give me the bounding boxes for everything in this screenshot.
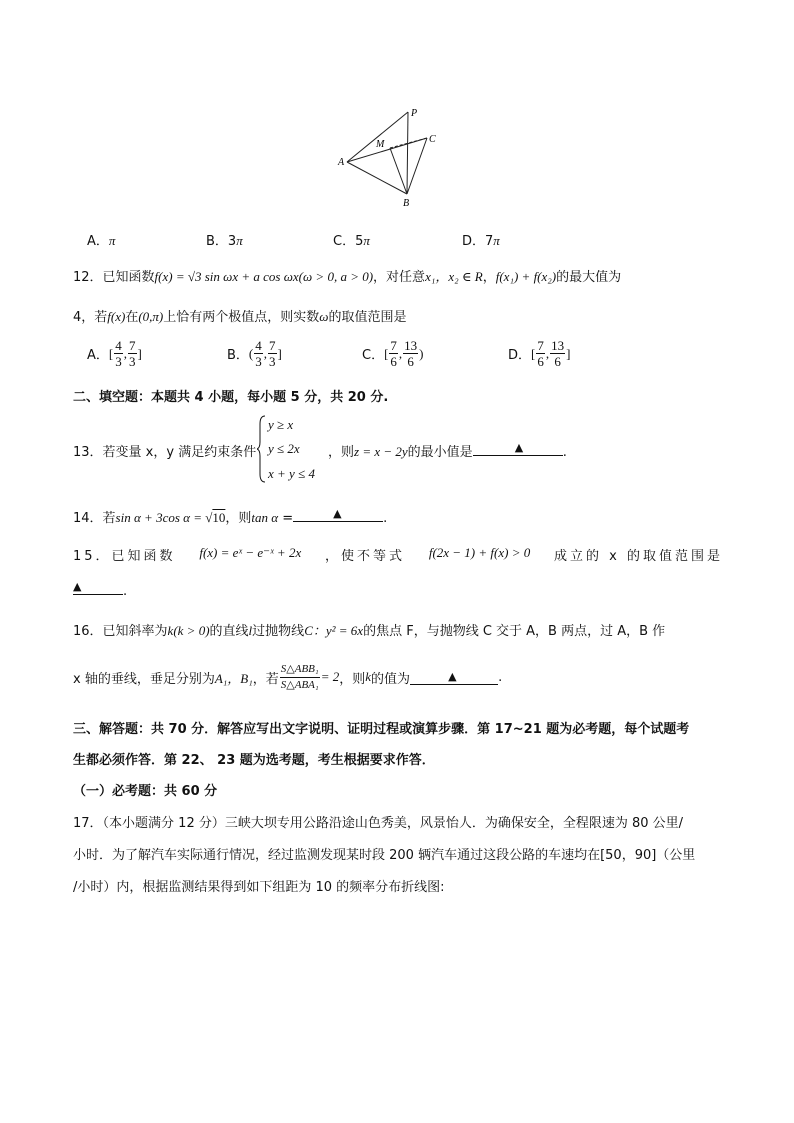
q15-text: 15．已知函数 — [73, 549, 176, 564]
q11-option-a — [87, 230, 115, 249]
q14-text: . — [383, 511, 388, 526]
q11-option-b — [206, 230, 243, 249]
numerator: 13 — [404, 338, 418, 353]
fraction — [128, 338, 137, 369]
numerator: 4 — [115, 338, 122, 353]
q13-constraint-3: x + y ≤ 4 — [268, 466, 315, 481]
q16-text: 的直线 — [209, 624, 249, 639]
q16-fraction — [280, 662, 320, 693]
option-label: D．7 — [462, 234, 494, 249]
label-m: M — [376, 139, 385, 150]
q13-pre: 13．若变量 x，y 满足约束条件 — [73, 445, 257, 460]
bracket: [ — [108, 345, 114, 361]
option-value: π — [493, 233, 500, 248]
q13-tail — [328, 441, 567, 460]
q14-expr: sin α + 3cos α = — [115, 510, 206, 525]
q16-line1 — [73, 620, 665, 639]
label-p: P — [411, 108, 418, 119]
q12-interval: (0,π) — [138, 309, 164, 324]
q12-text: 4，若 — [73, 310, 108, 325]
option-value: π — [236, 233, 243, 248]
q12-text: 上恰有两个极值点，则实数 — [163, 310, 320, 325]
section3-subtitle: （一）必考题：共 60 分 — [73, 784, 218, 799]
section2-title: 二、填空题：本题共 4 小题，每小题 5 分，共 20 分. — [73, 390, 389, 405]
q15-ineq: f(2x − 1) + f(x) > 0 — [428, 545, 531, 560]
answer-blank[interactable] — [410, 670, 498, 685]
fraction — [403, 338, 418, 369]
q12-text: ， — [482, 270, 496, 285]
q12-fx: f(x) — [107, 309, 126, 324]
q14-line: 14．若sin α + 3cos α = √10，则tan α = ▲ . — [73, 507, 388, 526]
pyramid-svg — [335, 104, 455, 212]
q16-text: ，则 — [339, 671, 366, 687]
answer-blank[interactable] — [473, 441, 563, 456]
q11-option-c — [333, 230, 370, 249]
fraction — [268, 338, 277, 369]
option-label: A． — [87, 348, 109, 363]
q15-line2 — [73, 580, 127, 599]
q16-k: k(k > 0) — [167, 623, 210, 638]
q13-constraint-1: y ≥ x — [268, 417, 294, 432]
q15-text: 成立的 x 的取值范围是 — [554, 549, 723, 564]
q12-text: 的最大值为 — [556, 270, 622, 285]
q13-text: 的最小值是 — [407, 445, 473, 460]
numerator: 7 — [269, 338, 276, 353]
bracket: [ — [531, 345, 536, 361]
label-a: A — [338, 157, 345, 168]
q16-text: . — [498, 669, 503, 685]
fraction — [536, 338, 545, 369]
option-value: π — [108, 233, 116, 248]
numerator: 4 — [255, 338, 262, 353]
q16-parabola: C：y² = 6x — [304, 623, 364, 638]
bracket: ] — [137, 345, 142, 361]
q17-line1: 17．（本小题满分 12 分）三峡大坝专用公路沿途山色秀美，风景怡人．为确保安全，全程限速为 80 公里/ — [73, 816, 684, 831]
q13-expr: z = x − 2y — [354, 444, 408, 459]
option-label: C． — [362, 348, 385, 363]
q16-text: x 轴的垂线，垂足分别为 — [73, 671, 215, 687]
fraction — [114, 338, 123, 369]
option-label: C．5 — [333, 234, 364, 249]
triangle-icon: ▲ — [73, 580, 82, 593]
option-label: B．3 — [206, 234, 237, 249]
comma: , — [398, 345, 403, 361]
pyramid-figure — [335, 104, 455, 212]
q14-text: = — [278, 511, 294, 526]
q16-a1b1: A₁，B₁ — [214, 670, 253, 686]
numerator: 7 — [129, 338, 136, 353]
q16-kval: k — [365, 669, 372, 684]
q12-text: 在 — [125, 310, 139, 325]
q13-text: ，则 — [328, 445, 355, 460]
option-label: D． — [508, 348, 532, 363]
q16-l: l — [248, 623, 253, 638]
q12-option — [508, 338, 570, 369]
denominator: 3 — [115, 354, 122, 369]
section3-line1: 三、解答题：共 70 分．解答应写出文字说明、证明过程或演算步骤．第 17~21 题为必考题，每个试题考 — [73, 722, 690, 737]
bracket: [ — [384, 345, 389, 361]
comma: , — [123, 345, 127, 361]
denominator: 3 — [129, 354, 136, 369]
q16-text: 16．已知斜率为 — [73, 624, 168, 639]
denominator: 6 — [390, 354, 397, 369]
label-c: C — [429, 134, 436, 145]
q15-text: . — [123, 584, 128, 599]
triangle-icon: ▲ — [333, 507, 342, 520]
denominator: 3 — [269, 354, 276, 369]
q16-eq: = 2 — [320, 669, 340, 684]
q16-text: 过抛物线 — [252, 624, 305, 639]
q16-line2 — [73, 660, 502, 694]
comma: , — [545, 345, 550, 361]
section3-line2: 生都必须作答．第 22、 23 题为选考题，考生根据要求作答． — [73, 753, 435, 768]
q15-line1 — [73, 545, 723, 564]
label-b: B — [403, 198, 410, 209]
q15-text: ，使不等式 — [325, 549, 406, 564]
q14-root: 10 — [212, 510, 226, 525]
denominator: 6 — [554, 354, 561, 369]
q12-function: f(x) = √3 sin ωx + a cos ωx(ω > 0, a > 0) — [154, 269, 374, 284]
q13-text: . — [562, 445, 567, 460]
denominator: 6 — [407, 354, 414, 369]
bracket: ( — [248, 345, 254, 361]
q16-text: 的焦点 F，与抛物线 C 交于 A，B 两点，过 A，B 作 — [363, 624, 666, 639]
q12-text: ，对任意 — [373, 270, 426, 285]
bracket: ] — [277, 345, 282, 361]
triangle-icon: ▲ — [448, 669, 457, 683]
q13-constraint-2: y ≤ 2x — [268, 441, 300, 456]
q12-line1 — [73, 266, 621, 285]
fraction — [550, 338, 565, 369]
bracket: ) — [419, 345, 424, 361]
q14-text: 14．若 — [73, 511, 116, 526]
denominator: 6 — [537, 354, 544, 369]
q15-func: f(x) = eˣ − e⁻ˣ + 2x — [199, 545, 302, 560]
option-label: A． — [87, 234, 109, 249]
q16-text: ，若 — [252, 671, 279, 687]
numerator: 7 — [537, 338, 544, 353]
brace-icon — [257, 414, 267, 484]
fraction — [389, 338, 398, 369]
q16-denominator: S△ABA₁ — [280, 678, 319, 691]
answer-blank[interactable] — [73, 580, 123, 595]
q12-option — [362, 338, 424, 369]
bracket: ] — [566, 345, 571, 361]
fraction — [254, 338, 263, 369]
q12-line2 — [73, 306, 406, 325]
numerator: 13 — [551, 338, 565, 353]
denominator: 3 — [255, 354, 262, 369]
q12-omega: ω — [319, 309, 329, 324]
triangle-icon: ▲ — [514, 441, 524, 454]
q12-vars: x₁，x₂ ∈ R — [425, 269, 483, 284]
q12-option — [87, 338, 142, 369]
q12-text: 的取值范围是 — [328, 310, 407, 325]
q12-expr: f(x₁) + f(x₂) — [495, 269, 557, 284]
answer-blank[interactable] — [293, 507, 383, 522]
comma: , — [263, 345, 268, 361]
q17-line3: /小时）内，根据监测结果得到如下组距为 10 的频率分布折线图: — [73, 880, 445, 895]
q16-text: 的值为 — [371, 671, 411, 687]
q12-option — [227, 338, 282, 369]
q14-text: ，则 — [225, 511, 252, 526]
q11-option-d — [462, 230, 500, 249]
q14-tan: tan α — [251, 510, 279, 525]
option-value: π — [363, 233, 370, 248]
q12-text: 12．已知函数 — [73, 270, 155, 285]
numerator: 7 — [390, 338, 397, 353]
q16-numerator: S△ABB₁ — [280, 662, 320, 678]
q17-line2: 小时．为了解汽车实际通行情况，经过监测发现某时段 200 辆汽车通过这段公路的车速均在[50，90]（公里 — [73, 848, 696, 863]
option-label: B． — [227, 348, 249, 363]
q13-brace — [257, 414, 267, 488]
